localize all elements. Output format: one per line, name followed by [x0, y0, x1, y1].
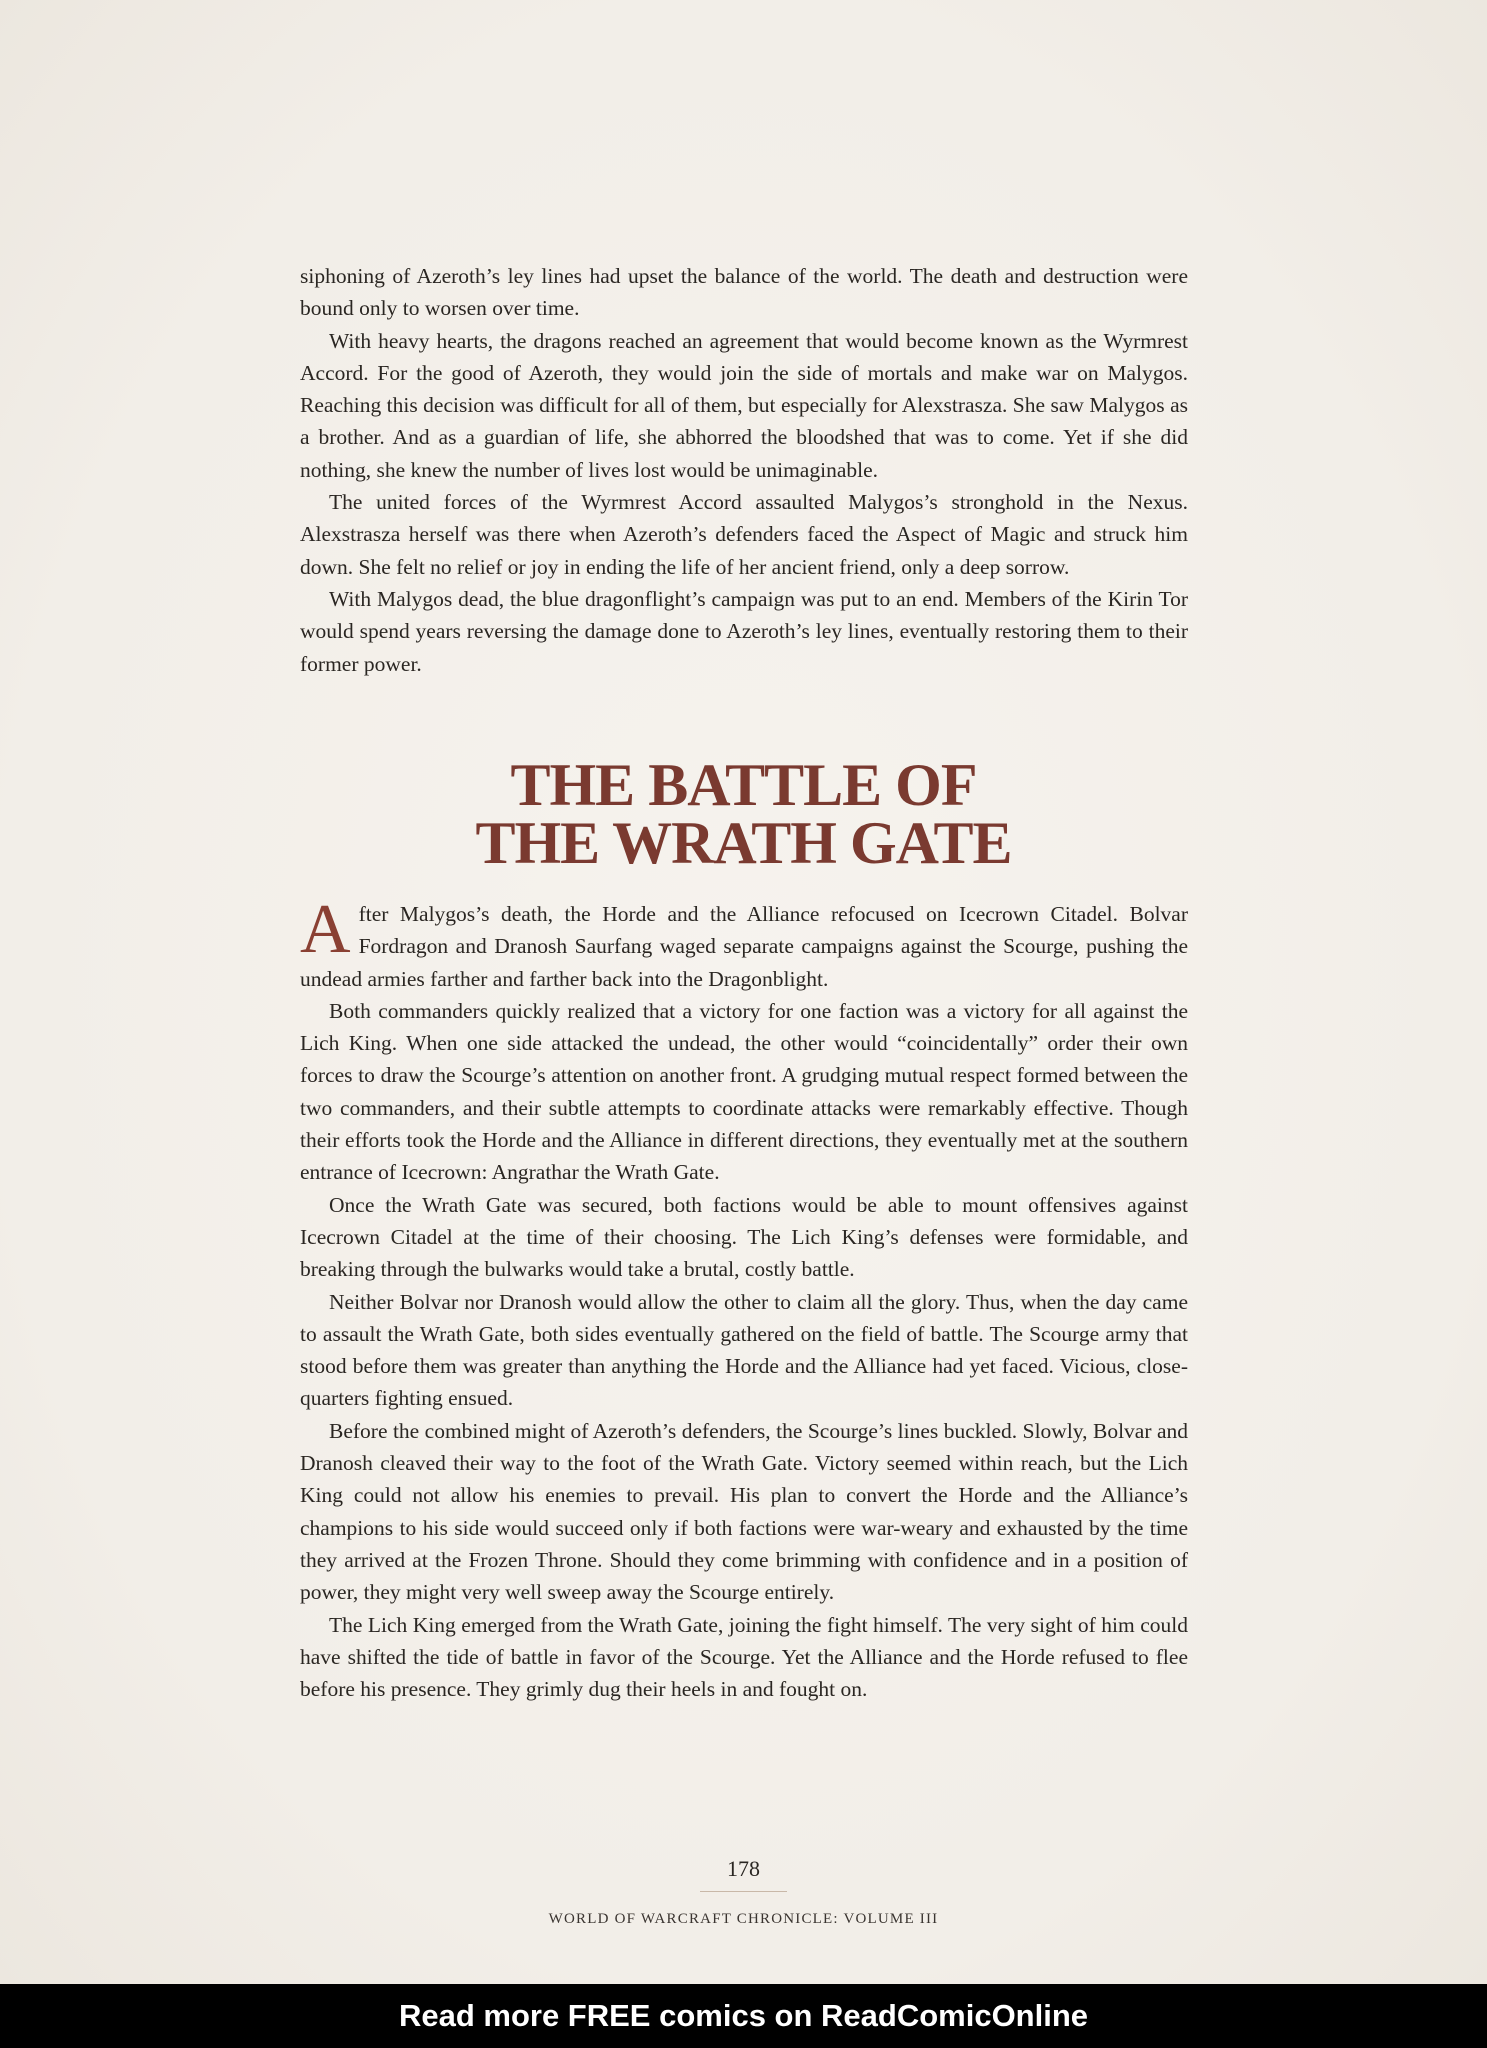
section-paragraph-6: The Lich King emerged from the Wrath Gate, joining the fight himself. The very sight of him could have shifted the tide of battle in favor of the Scourge. Yet the Alliance and the Horde refused to flee before his presence. They grimly dug their heels in and fought on. — [300, 1612, 1188, 1702]
section-paragraph-1 — [300, 891, 1188, 995]
intro-paragraph-2: With heavy hearts, the dragons reached an agreement that would become known as the Wyrmrest Accord. For the good of Azeroth, they would join the side of mortals and make war on Malygos. Reaching this decision was difficult for all of them, but especially for Alexstrasza. She saw Malygos as a brother. And as a guardian of life, she abhorred the bloodshed that was to come. Yet if she did nothing, she knew the number of lives lost would be unimaginable. — [300, 328, 1188, 482]
drop-cap: A — [300, 891, 351, 968]
section-paragraph-1-text: fter Malygos’s death, the Horde and the Alliance refocused on Icecrown Citadel. Bolvar Fordragon and Dranosh Saurfang waged separate campaigns against the Scourge, pushing the undead armies farther and farther back into the Dragonblight. — [300, 902, 1188, 991]
section-title-line-1: THE BATTLE OF — [510, 752, 977, 818]
footer-divider — [700, 1891, 787, 1892]
section-text — [300, 891, 1188, 1705]
section-paragraph-2: Both commanders quickly realized that a victory for one faction was a victory for all against the Lich King. When one side attacked the undead, the other would “coincidentally” order their own forces to draw the Scourge’s attention on another front. A grudging mutual respect formed between the two commanders, and their subtle attempts to coordinate attacks were remarkably effective. Though their efforts took the Horde and the Alliance in different directions, they eventually met at the southern entrance of Icecrown: Angrathar the Wrath Gate. — [300, 998, 1188, 1185]
intro-text — [300, 260, 1188, 680]
intro-paragraph-4: With Malygos dead, the blue dragonflight’s campaign was put to an end. Members of the Kirin Tor would spend years reversing the damage done to Azeroth’s ley lines, eventually restoring them to their former power. — [300, 586, 1188, 676]
section-paragraph-4: Neither Bolvar nor Dranosh would allow the other to claim all the glory. Thus, when the day came to assault the Wrath Gate, both sides eventually gathered on the field of battle. The Scourge army that stood before them was greater than anything the Horde and the Alliance had yet faced. Vicious, close-quarters fighting ensued. — [300, 1289, 1188, 1411]
section-paragraph-5: Before the combined might of Azeroth’s defenders, the Scourge’s lines buckled. Slowly, Bolvar and Dranosh cleaved their way to the foot of the Wrath Gate. Victory seemed within reach, but the Lich King could not allow his enemies to prevail. His plan to convert the Horde and the Alliance’s champions to his side would succeed only if both factions were war-weary and exhausted by the time they arrived at the Frozen Throne. Should they come brimming with confidence and in a position of power, they might very well sweep away the Scourge entirely. — [300, 1418, 1188, 1605]
section-title — [0, 752, 1487, 876]
page-number: 178 — [727, 1856, 760, 1881]
section-title-line-2: THE WRATH GATE — [475, 810, 1012, 876]
section-paragraph-3: Once the Wrath Gate was secured, both factions would be able to mount offensives against Icecrown Citadel at the time of their choosing. The Lich King’s defenses were formidable, and breaking through the bulwarks would take a brutal, costly battle. — [300, 1192, 1188, 1282]
promo-banner-text: Read more FREE comics on ReadComicOnline — [398, 1998, 1089, 2033]
promo-banner[interactable] — [0, 1984, 1487, 2048]
intro-paragraph-1: siphoning of Azeroth’s ley lines had upset the balance of the world. The death and destruction were bound only to worsen over time. — [300, 264, 1188, 321]
intro-paragraph-3: The united forces of the Wyrmrest Accord assaulted Malygos’s stronghold in the Nexus. Alexstrasza herself was there when Azeroth’s defenders faced the Aspect of Magic and struck him down. She felt no relief or joy in ending the life of her ancient friend, only a deep sorrow. — [300, 490, 1188, 579]
running-footer-title: WORLD OF WARCRAFT CHRONICLE: VOLUME III — [548, 1911, 939, 1927]
